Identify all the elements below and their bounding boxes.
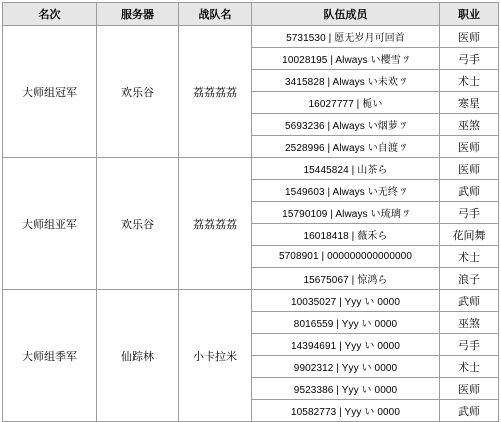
profession-cell: 弓手 [440, 48, 499, 70]
table-row [3, 26, 499, 48]
profession-cell: 医师 [440, 136, 499, 158]
profession-cell: 武师 [440, 180, 499, 202]
member-cell: 5693236 | Always い烟萝 ﾂ [252, 114, 440, 136]
member-cell: 9902312 | Yyy い 0000 [252, 356, 440, 378]
profession-cell: 巫煞 [440, 114, 499, 136]
member-cell: 15445824 | 山茶ら [252, 158, 440, 180]
profession-cell: 医师 [440, 158, 499, 180]
rank-cell: 大师组亚军 [3, 158, 97, 290]
table-row [3, 290, 499, 312]
results-table [2, 2, 499, 422]
profession-cell: 花间舞 [440, 224, 499, 246]
profession-cell: 术士 [440, 356, 499, 378]
rank-cell: 大师组冠军 [3, 26, 97, 158]
member-cell: 10028195 | Always い樱雪 ﾂ [252, 48, 440, 70]
team-cell: 荔荔荔荔 [179, 26, 252, 158]
profession-cell: 术士 [440, 246, 499, 268]
member-cell: 2528996 | Always い自渡 ﾂ [252, 136, 440, 158]
member-cell: 15790109 | Always い琉璃 ﾂ [252, 202, 440, 224]
header-server: 服务器 [97, 3, 179, 26]
member-cell: 16018418 | 薇禾ら [252, 224, 440, 246]
profession-cell: 寒星 [440, 92, 499, 114]
profession-cell: 医师 [440, 26, 499, 48]
member-cell: 1549603 | Always い无终 ﾂ [252, 180, 440, 202]
header-members: 队伍成员 [252, 3, 440, 26]
server-cell: 仙踪林 [97, 290, 179, 422]
results-body [3, 26, 499, 422]
team-cell: 荔荔荔荔 [179, 158, 252, 290]
profession-cell: 浪子 [440, 268, 499, 290]
profession-cell: 术士 [440, 70, 499, 92]
header-row [3, 3, 499, 26]
profession-cell: 弓手 [440, 202, 499, 224]
team-cell: 小卡拉米 [179, 290, 252, 422]
profession-cell: 巫煞 [440, 312, 499, 334]
member-cell: 5731530 | 愿无岁月可回首 [252, 26, 440, 48]
server-cell: 欢乐谷 [97, 26, 179, 158]
table-row [3, 158, 499, 180]
member-cell: 5708901 | 000000000000000 [252, 246, 440, 268]
header-rank: 名次 [3, 3, 97, 26]
rank-cell: 大师组季军 [3, 290, 97, 422]
member-cell: 9523386 | Yyy い 0000 [252, 378, 440, 400]
profession-cell: 武师 [440, 400, 499, 422]
header-profession: 职业 [440, 3, 499, 26]
member-cell: 15675067 | 惊鸿ら [252, 268, 440, 290]
profession-cell: 弓手 [440, 334, 499, 356]
header-team: 战队名 [179, 3, 252, 26]
member-cell: 10582773 | Yyy い 0000 [252, 400, 440, 422]
member-cell: 10035027 | Yyy い 0000 [252, 290, 440, 312]
member-cell: 16027777 | 栀い [252, 92, 440, 114]
member-cell: 3415828 | Always い未欢 ﾂ [252, 70, 440, 92]
profession-cell: 武师 [440, 290, 499, 312]
member-cell: 14394691 | Yyy い 0000 [252, 334, 440, 356]
profession-cell: 医师 [440, 378, 499, 400]
server-cell: 欢乐谷 [97, 158, 179, 290]
member-cell: 8016559 | Yyy い 0000 [252, 312, 440, 334]
